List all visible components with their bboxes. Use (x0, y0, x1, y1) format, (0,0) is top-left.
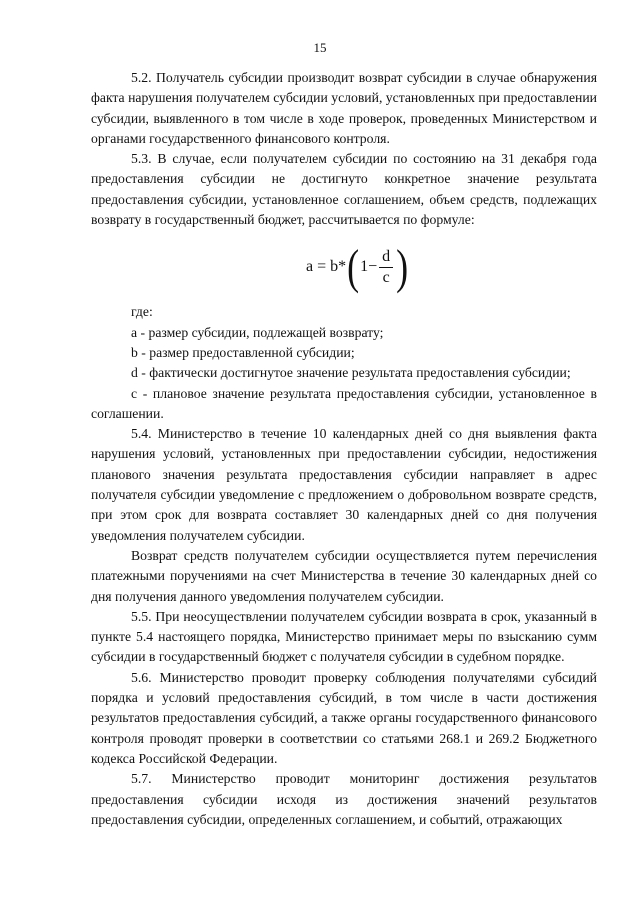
paragraph-5-7: 5.7. Министерство проводит мониторинг достижения результатов предоставления субсидии исходя из достижения значений результатов предоставления субсидии, определенных соглашением, и событий, отражающих (91, 771, 597, 827)
paragraph-5-5: 5.5. При неосуществлении получателем субсидии возврата в срок, указанный в пункте 5.4 настоящего порядка, Министерство принимает меры по взысканию сумм субсидии в государственный бюджет с получателя субсидии в судебном порядке. (91, 608, 597, 665)
definition-b: b - размер предоставленной субсидии; (131, 344, 355, 360)
document-body (91, 68, 597, 830)
formula-numerator: d (382, 247, 391, 265)
definition-a: a - размер субсидии, подлежащей возврату; (131, 324, 384, 340)
formula-left-paren: ( (347, 240, 360, 295)
formula-minus: − (368, 258, 378, 276)
formula-right-paren: ) (396, 240, 409, 295)
formula-denominator: c (382, 268, 390, 286)
formula-b: b (330, 258, 339, 276)
definition-d: d - фактически достигнутое значение результата предоставления субсидии; (131, 365, 571, 381)
formula-times: * (338, 258, 347, 276)
paragraph-5-6: 5.6. Министерство проводит проверку соблюдения получателями субсидий порядка и условий предоставления субсидий, в том числе в части достижения результатов предоставления субсидий, а также органы государственного финансового контроля проводят проверки в соответствии со статьями 268.1 и 269.2 Бюджетного кодекса Российской Федерации. (91, 669, 597, 766)
paragraph-5-4-refund: Возврат средств получателем субсидии осуществляется путем перечисления платежными поручениями на счет Министерства в течение 30 календарных дней со дня получения данного уведомления получателем субсидии. (91, 547, 597, 604)
formula-fraction (379, 247, 393, 288)
formula-lhs: a (306, 258, 314, 276)
formula (91, 230, 597, 302)
formula-equals: = (317, 258, 327, 276)
paragraph-5-2: 5.2. Получатель субсидии производит возврат субсидии в случае обнаружения факта нарушения получателем субсидии условий, установленных при предоставлении субсидии, выявленного в том числе в ходе проверок, проведенных Министерством и органами государственного финансового контроля. (91, 70, 597, 146)
where-label: где: (131, 304, 153, 320)
definition-c: c - плановое значение результата предоставления субсидии, установленное в соглашении. (91, 385, 597, 421)
paragraph-5-4: 5.4. Министерство в течение 10 календарных дней со дня выявления факта нарушения условий, установленных при предоставлении субсидии, недостижения планового значения результата предоставления субсидии направляет в адрес получателя субсидии уведомление с предложением о добровольном возврате средств, при этом срок для возврата составляет 30 календарных дней со дня получения уведомления получателем субсидии. (91, 426, 597, 543)
formula-one: 1 (360, 258, 369, 276)
page-number: 15 (313, 40, 327, 55)
paragraph-5-3: 5.3. В случае, если получателем субсидии по состоянию на 31 декабря года предоставления субсидии не достигнуто конкретное значение результата предоставления субсидии, установленное соглашением, объем средств, подлежащих возврату в государственный бюджет, рассчитывается по формуле: (91, 151, 597, 228)
